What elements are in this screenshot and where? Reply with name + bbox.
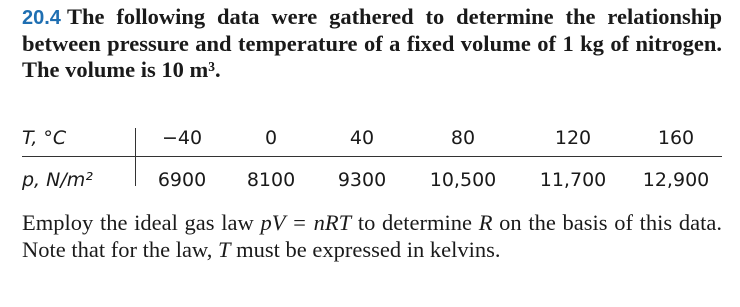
table-divider-vertical: [135, 128, 136, 186]
temperature-cell: 0: [264, 127, 278, 149]
ideal-gas-equation: pV = nRT: [260, 210, 352, 235]
instruction-part: must be expressed in kelvins.: [230, 237, 501, 262]
variable-t: T: [217, 237, 231, 262]
data-table: [22, 123, 722, 207]
temperature-cell: 40: [349, 127, 375, 149]
problem-text: The following data were gathered to determine the relationship between pressure and temperature of a fixed volume of 1 kg of nitrogen. The volume is 10 m³.: [22, 4, 722, 82]
variable-r: R: [478, 210, 493, 235]
instruction-text: [22, 209, 722, 263]
temperature-cell: −40: [161, 127, 203, 149]
pressure-cell: 12,900: [642, 169, 710, 191]
instruction-part: on the basis of this data. Note that for the law,: [22, 210, 722, 262]
instruction-part: Employ the ideal gas law: [22, 210, 261, 235]
temperature-cell: 80: [450, 127, 476, 149]
pressure-label: p, N/m²: [22, 169, 93, 191]
pressure-cell: 6900: [157, 169, 207, 191]
temperature-row: [22, 123, 722, 165]
pressure-cell: 8100: [246, 169, 296, 191]
table-divider-horizontal: [22, 156, 722, 157]
pressure-cell: 9300: [337, 169, 387, 191]
pressure-cell: 10,500: [429, 169, 497, 191]
temperature-cell: 160: [657, 127, 695, 149]
instruction-part: to determine: [351, 210, 479, 235]
problem-number: 20.4: [22, 7, 61, 29]
temperature-cell: 120: [554, 127, 592, 149]
problem-statement: [22, 4, 722, 83]
pressure-row: [22, 165, 722, 207]
pressure-cell: 11,700: [539, 169, 607, 191]
temperature-label: T, °C: [22, 127, 67, 149]
